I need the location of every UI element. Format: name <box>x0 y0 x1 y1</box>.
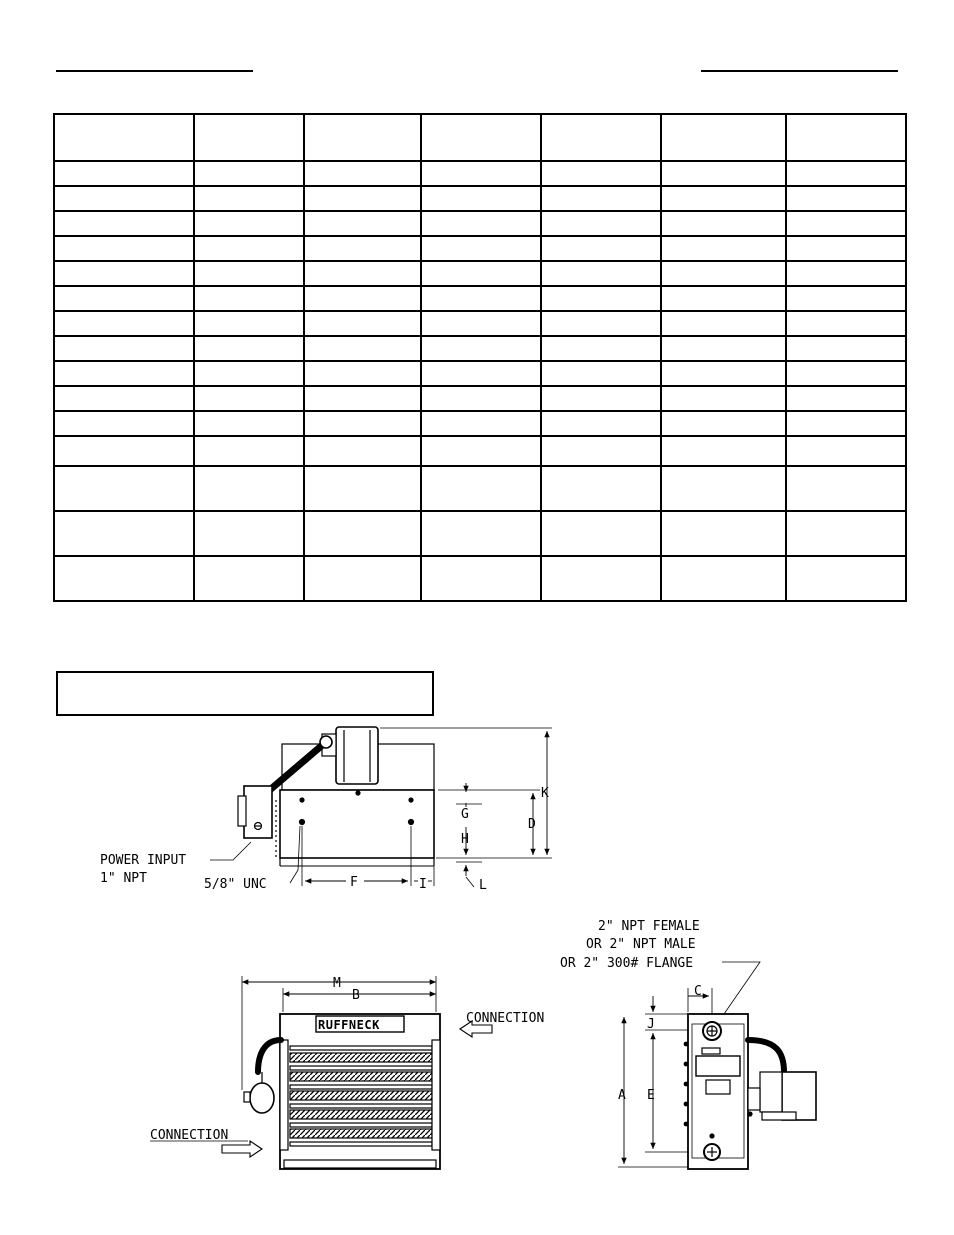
junction-box-icon <box>244 786 272 838</box>
dim-label-j: J <box>647 1017 655 1032</box>
dim-label-e: E <box>647 1088 655 1103</box>
connection-outlet-label: CONNECTION <box>150 1128 229 1143</box>
connection-inlet-label: CONNECTION <box>466 1011 545 1026</box>
motor-icon <box>336 727 378 784</box>
top-view-drawing <box>210 727 552 887</box>
power-input-size-label: 1" NPT <box>100 871 147 886</box>
dim-label-c: C <box>694 984 702 999</box>
connection-option-label-1: 2" NPT FEMALE <box>598 919 700 934</box>
name-plate <box>696 1056 740 1076</box>
conduit-icon <box>748 1040 784 1072</box>
dim-label-d: D <box>528 817 536 832</box>
dim-label-g: G <box>461 807 469 822</box>
dim-label-b: B <box>352 988 360 1003</box>
dim-label-m: M <box>333 976 341 991</box>
dim-label-k: K <box>541 786 549 801</box>
connection-outlet-arrow-icon <box>222 1141 262 1157</box>
dim-label-a: A <box>618 1088 626 1103</box>
conduit-icon <box>258 1040 281 1072</box>
connection-option-label-3: OR 2" 300# FLANGE <box>560 956 694 971</box>
power-input-label: POWER INPUT <box>100 853 187 868</box>
side-view-drawing <box>618 962 816 1169</box>
dim-label-h: H <box>461 832 469 847</box>
mounting-thread-label: 5/8" UNC <box>204 877 267 892</box>
connection-option-label-2: OR 2" NPT MALE <box>586 937 696 952</box>
dim-label-f: F <box>350 875 358 890</box>
brand-logo-text: RUFFNECK <box>318 1018 380 1032</box>
dim-label-l: L <box>479 878 487 893</box>
junction-box-icon <box>250 1083 274 1113</box>
dim-label-i: I <box>419 877 427 892</box>
